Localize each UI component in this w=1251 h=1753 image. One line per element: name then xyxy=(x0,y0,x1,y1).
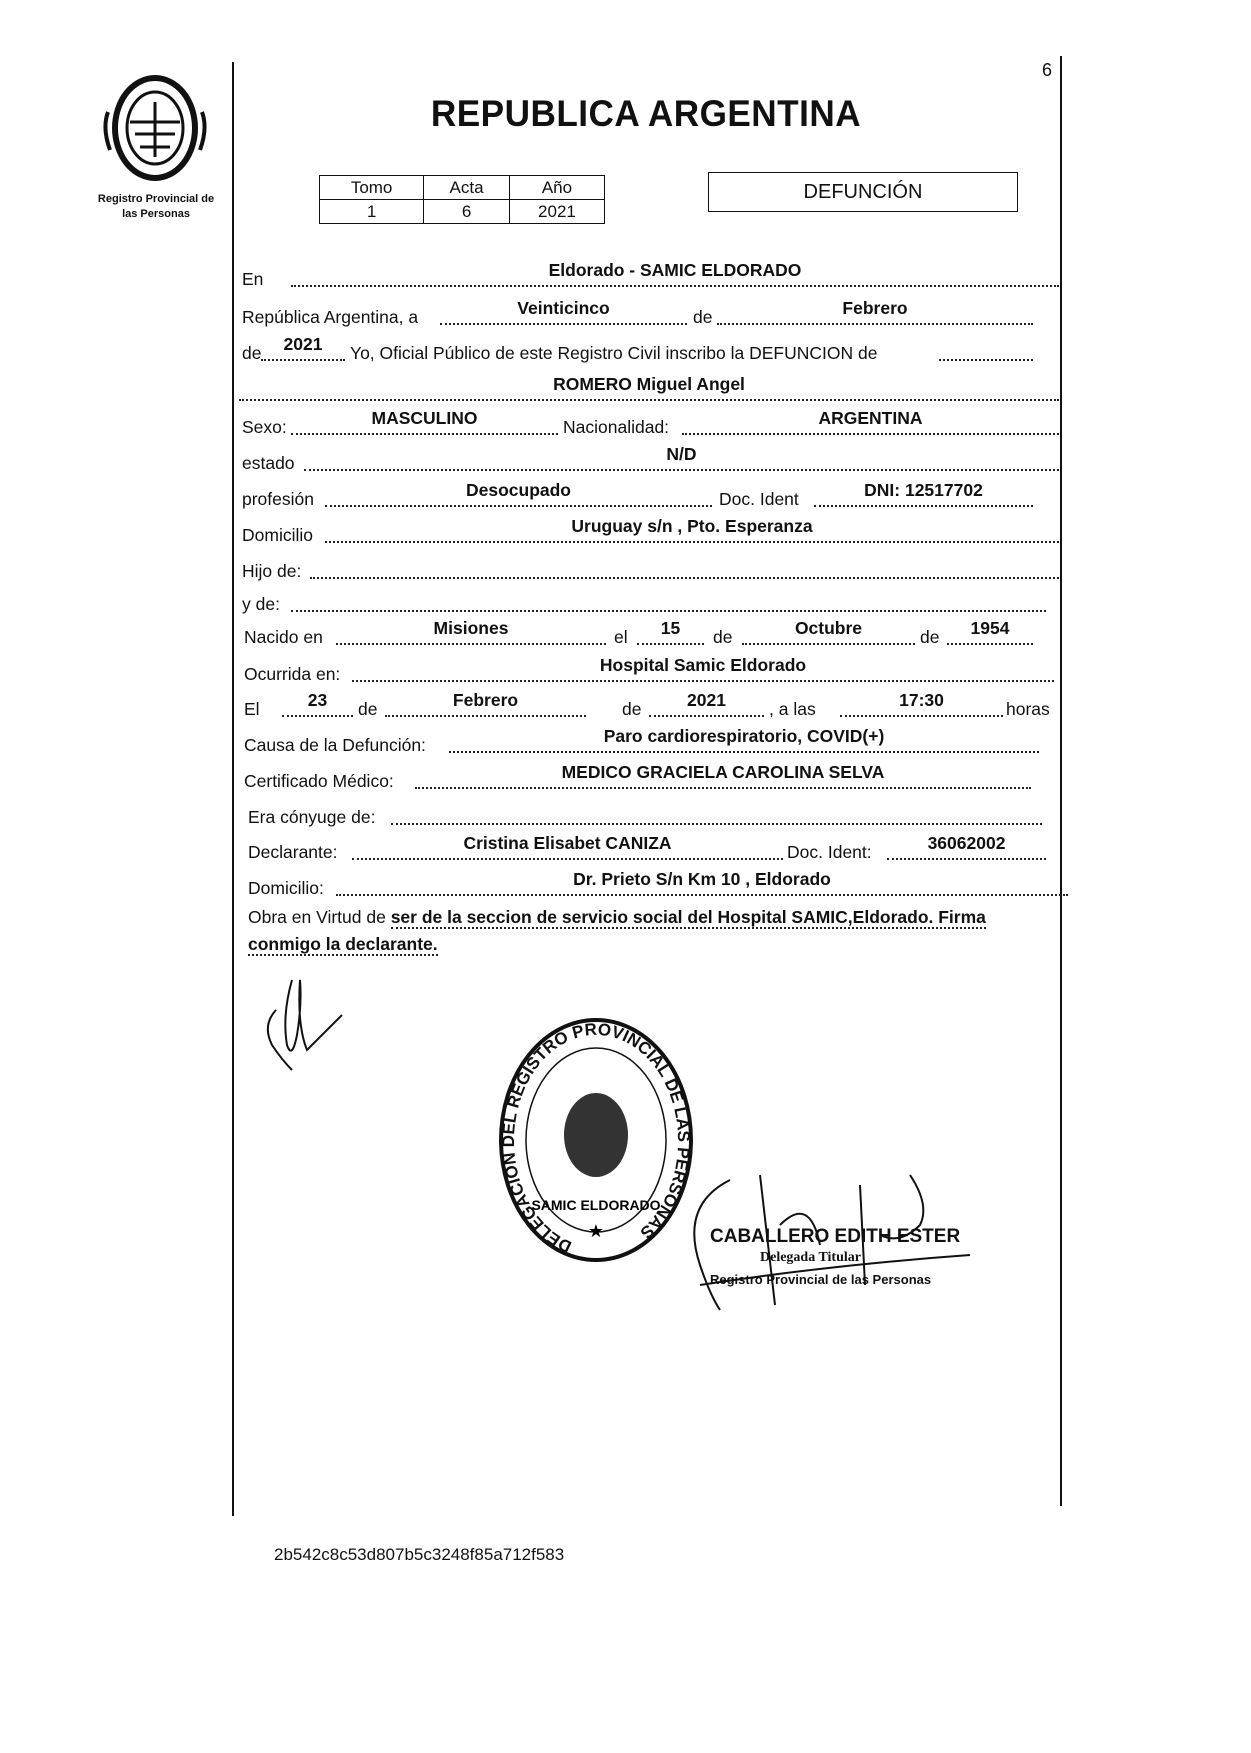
label-certificado: Certificado Médico: xyxy=(244,771,394,791)
document-hash: 2b542c8c53d807b5c3248f85a712f583 xyxy=(274,1545,565,1564)
label-declarante: Declarante: xyxy=(248,842,338,862)
label-alas: , a las xyxy=(769,699,816,719)
official-role: Delegada Titular xyxy=(760,1250,861,1265)
field-nacido-lugar: Misiones xyxy=(336,617,606,645)
field-sexo: MASCULINO xyxy=(291,407,558,435)
row-conyuge xyxy=(0,807,1251,829)
header-acta: Acta xyxy=(424,176,510,200)
label-yde: y de: xyxy=(242,594,280,614)
field-muerte-anio: 2021 xyxy=(649,689,764,717)
value-acta: 6 xyxy=(424,200,510,224)
label-de: de xyxy=(920,627,940,647)
row-yde xyxy=(0,594,1251,616)
declarant-signature xyxy=(262,975,352,1075)
obra-line2 xyxy=(248,934,438,955)
record-table-header xyxy=(320,176,605,200)
logo-caption xyxy=(82,192,230,222)
row-date xyxy=(0,298,1251,329)
field-nacionalidad: ARGENTINA xyxy=(682,407,1059,435)
label-domicilio2: Domicilio: xyxy=(248,878,324,898)
field-domicilio2: Dr. Prieto S/n Km 10 , Eldorado xyxy=(336,868,1068,896)
official-org: Registro Provincial de las Personas xyxy=(710,1272,932,1287)
field-estado: N/D xyxy=(304,443,1059,471)
field-year: 2021 xyxy=(261,333,345,361)
row-estado xyxy=(0,444,1251,475)
row-name xyxy=(0,374,1251,405)
label-el: el xyxy=(614,627,628,647)
label-republica: República Argentina, a xyxy=(242,307,419,327)
label-estado: estado xyxy=(242,453,295,473)
field-ocurrida: Hospital Samic Eldorado xyxy=(352,654,1054,682)
page-number: 6 xyxy=(1042,60,1053,80)
stamp-star-icon: ★ xyxy=(587,1221,605,1241)
row-year xyxy=(0,334,1251,365)
field-doc: DNI: 12517702 xyxy=(814,479,1033,507)
label-causa: Causa de la Defunción: xyxy=(244,735,426,755)
row-nacido xyxy=(0,618,1251,649)
label-hijo: Hijo de: xyxy=(242,561,302,581)
field-profesion: Desocupado xyxy=(325,479,712,507)
label-en: En xyxy=(242,269,264,289)
label-de: de xyxy=(358,699,378,719)
label-conyuge: Era cónyuge de: xyxy=(248,807,376,827)
label-de: de xyxy=(713,627,733,647)
label-profesion: profesión xyxy=(242,489,314,509)
stamp-ring-textpath: DELEGACION DEL REGISTRO PROVINCIAL DE LAS PERSONAS xyxy=(499,1019,694,1257)
field-nacido-dia: 15 xyxy=(637,617,704,645)
field-doc2: 36062002 xyxy=(887,832,1046,860)
document-type-box: DEFUNCIÓN xyxy=(708,172,1018,212)
row-domicilio2 xyxy=(0,869,1251,900)
field-causa: Paro cardiorespiratorio, COVID(+) xyxy=(449,725,1039,753)
field-place: Eldorado - SAMIC ELDORADO xyxy=(291,259,1059,287)
row-causa xyxy=(0,726,1251,757)
header-anio: Año xyxy=(509,176,604,200)
row-hijo xyxy=(0,561,1251,583)
label-nacido: Nacido en xyxy=(244,627,323,647)
record-table-values xyxy=(320,200,605,224)
row-en xyxy=(0,260,1251,291)
row-sexo xyxy=(0,408,1251,439)
field-domicilio: Uruguay s/n , Pto. Esperanza xyxy=(325,515,1059,543)
row-profesion xyxy=(0,480,1251,511)
row-certificado xyxy=(0,762,1251,793)
label-horas: horas xyxy=(1006,699,1050,719)
value-anio: 2021 xyxy=(509,200,604,224)
field-yde xyxy=(291,584,1046,612)
field-nacido-mes: Octubre xyxy=(742,617,915,645)
label-ocurrida: Ocurrida en: xyxy=(244,664,341,684)
label-de: de xyxy=(622,699,642,719)
field-day: Veinticinco xyxy=(440,297,687,325)
field-certificado: MEDICO GRACIELA CAROLINA SELVA xyxy=(415,761,1031,789)
label-de: de xyxy=(242,343,262,363)
field-muerte-mes: Febrero xyxy=(385,689,586,717)
obra-text: ser de la seccion de servicio social del Hospital SAMIC,Eldorado. Firma xyxy=(390,907,986,927)
label-nacionalidad: Nacionalidad: xyxy=(563,417,670,437)
inscribe-text: Yo, Oficial Público de este Registro Civil inscribo la DEFUNCION de xyxy=(350,343,878,363)
obra-text-line2: conmigo la declarante. xyxy=(248,934,438,954)
logo-caption-line1: Registro Provincial de xyxy=(97,193,215,205)
official-stamp xyxy=(496,1015,696,1265)
label-doc2: Doc. Ident: xyxy=(787,842,872,862)
row-fecha-muerte xyxy=(0,690,1251,721)
page-title: REPUBLICA ARGENTINA xyxy=(430,93,862,134)
row-ocurrida xyxy=(0,655,1251,686)
official-name: CABALLERO EDITH ESTER xyxy=(710,1226,961,1247)
label-domicilio: Domicilio xyxy=(242,525,313,545)
row-domicilio xyxy=(0,516,1251,547)
obra-line1 xyxy=(248,907,986,928)
field-declarante: Cristina Elisabet CANIZA xyxy=(352,832,783,860)
row-declarante xyxy=(0,833,1251,864)
field-month: Febrero xyxy=(717,297,1033,325)
field-deceased-name: ROMERO Miguel Angel xyxy=(239,373,1059,401)
stamp-inner-text: SAMIC ELDORADO xyxy=(531,1197,661,1213)
obra-prefix: Obra en Virtud de xyxy=(248,907,391,927)
label-de: de xyxy=(693,307,713,327)
field-muerte-dia: 23 xyxy=(282,689,353,717)
label-doc: Doc. Ident xyxy=(719,489,799,509)
record-table xyxy=(319,175,605,224)
logo-caption-line2: las Personas xyxy=(122,208,190,220)
field-conyuge xyxy=(391,797,1042,825)
field-blank xyxy=(939,333,1033,361)
header-tomo: Tomo xyxy=(320,176,424,200)
field-hijo xyxy=(310,551,1059,579)
field-nacido-anio: 1954 xyxy=(947,617,1033,645)
value-tomo: 1 xyxy=(320,200,424,224)
label-sexo: Sexo: xyxy=(242,417,287,437)
field-hora: 17:30 xyxy=(840,689,1003,717)
label-El: El xyxy=(244,699,260,719)
